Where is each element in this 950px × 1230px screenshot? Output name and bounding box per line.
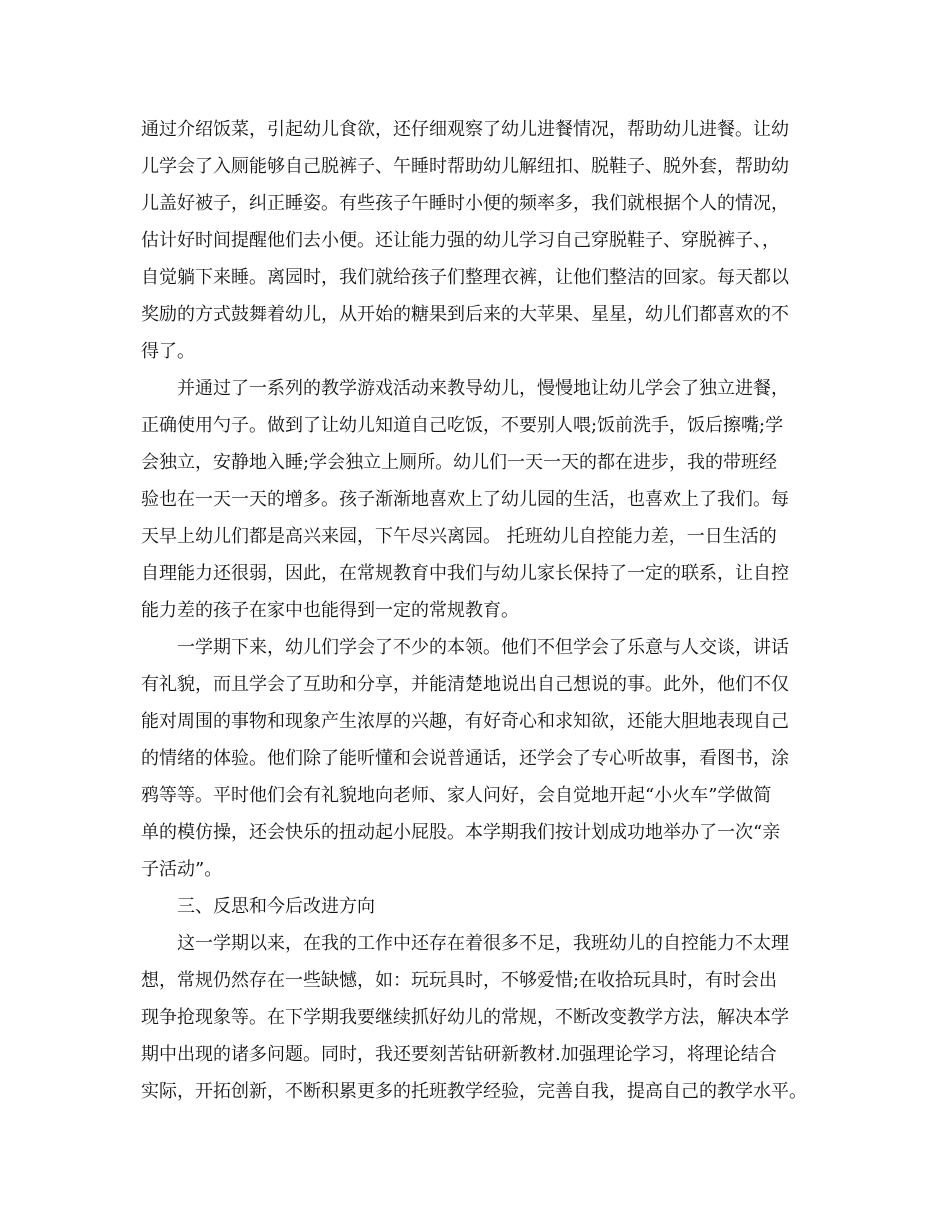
text-line: 能力差的孩子在家中也能得到一定的常规教育。 xyxy=(141,600,519,621)
text-line: 期中出现的诸多问题。同时，我还要刻苦钻研新教材.加强理论学习，将理论结合 xyxy=(141,1044,777,1065)
text-line: 并通过了一系列的教学游戏活动来教导幼儿，慢慢地让幼儿学会了独立进餐， xyxy=(177,378,789,399)
text-line: 儿盖好被子，纠正睡姿。有些孩子午睡时小便的频率多，我们就根据个人的情况， xyxy=(141,193,789,214)
section-heading: 三、反思和今后改进方向 xyxy=(177,896,375,917)
text-line: 儿学会了入厕能够自己脱裤子、午睡时帮助幼儿解纽扣、脱鞋子、脱外套，帮助幼 xyxy=(141,156,789,177)
text-line: 子活动”。 xyxy=(141,859,223,880)
text-line: 天早上幼儿们都是高兴来园，下午尽兴离园。 托班幼儿自控能力差，一日生活的 xyxy=(141,526,777,547)
text-line: 这一学期以来，在我的工作中还存在着很多不足，我班幼儿的自控能力不太理 xyxy=(177,933,789,954)
text-line: 自理能力还很弱，因此，在常规教育中我们与幼儿家长保持了一定的联系，让自控 xyxy=(141,563,789,584)
text-line: 鸦等等。平时他们会有礼貌地向老师、家人问好，会自觉地开起“小火车”学做简 xyxy=(141,785,772,806)
text-line: 有礼貌，而且学会了互助和分享，并能清楚地说出自己想说的事。此外，他们不仅 xyxy=(141,674,789,695)
text-line: 想，常规仍然存在一些缺憾，如：玩玩具时，不够爱惜;在收拾玩具时，有时会出 xyxy=(141,970,778,991)
text-line: 估计好时间提醒他们去小便。还让能力强的幼儿学习自己穿脱鞋子、穿脱裤子、， xyxy=(141,230,780,251)
text-line: 现争抢现象等。在下学期我要继续抓好幼儿的常规，不断改变教学方法，解决本学 xyxy=(141,1007,789,1028)
text-line: 一学期下来，幼儿们学会了不少的本领。他们不但学会了乐意与人交谈，讲话 xyxy=(177,637,789,658)
text-line: 能对周围的事物和现象产生浓厚的兴趣，有好奇心和求知欲，还能大胆地表现自己 xyxy=(141,711,789,732)
text-line: 奖励的方式鼓舞着幼儿，从开始的糖果到后来的大苹果、星星，幼儿们都喜欢的不 xyxy=(141,304,789,325)
text-line: 得了。 xyxy=(141,341,195,362)
text-line: 通过介绍饭菜，引起幼儿食欲，还仔细观察了幼儿进餐情况，帮助幼儿进餐。让幼 xyxy=(141,119,789,140)
text-line: 正确使用勺子。做到了让幼儿知道自己吃饭，不要别人喂;饭前洗手，饭后擦嘴;学 xyxy=(141,415,784,436)
text-line: 自觉躺下来睡。离园时，我们就给孩子们整理衣裤，让他们整洁的回家。每天都以 xyxy=(141,267,789,288)
text-line: 实际，开拓创新，不断积累更多的托班教学经验，完善自我，提高自己的教学水平。 xyxy=(141,1081,807,1102)
text-line: 的情绪的体验。他们除了能听懂和会说普通话，还学会了专心听故事，看图书，涂 xyxy=(141,748,789,769)
text-line: 单的模仿操，还会快乐的扭动起小屁股。本学期我们按计划成功地举办了一次“亲 xyxy=(141,822,781,843)
text-line: 验也在一天一天的增多。孩子渐渐地喜欢上了幼儿园的生活，也喜欢上了我们。每 xyxy=(141,489,789,510)
text-line: 会独立，安静地入睡;学会独立上厕所。幼儿们一天一天的都在进步，我的带班经 xyxy=(141,452,778,473)
